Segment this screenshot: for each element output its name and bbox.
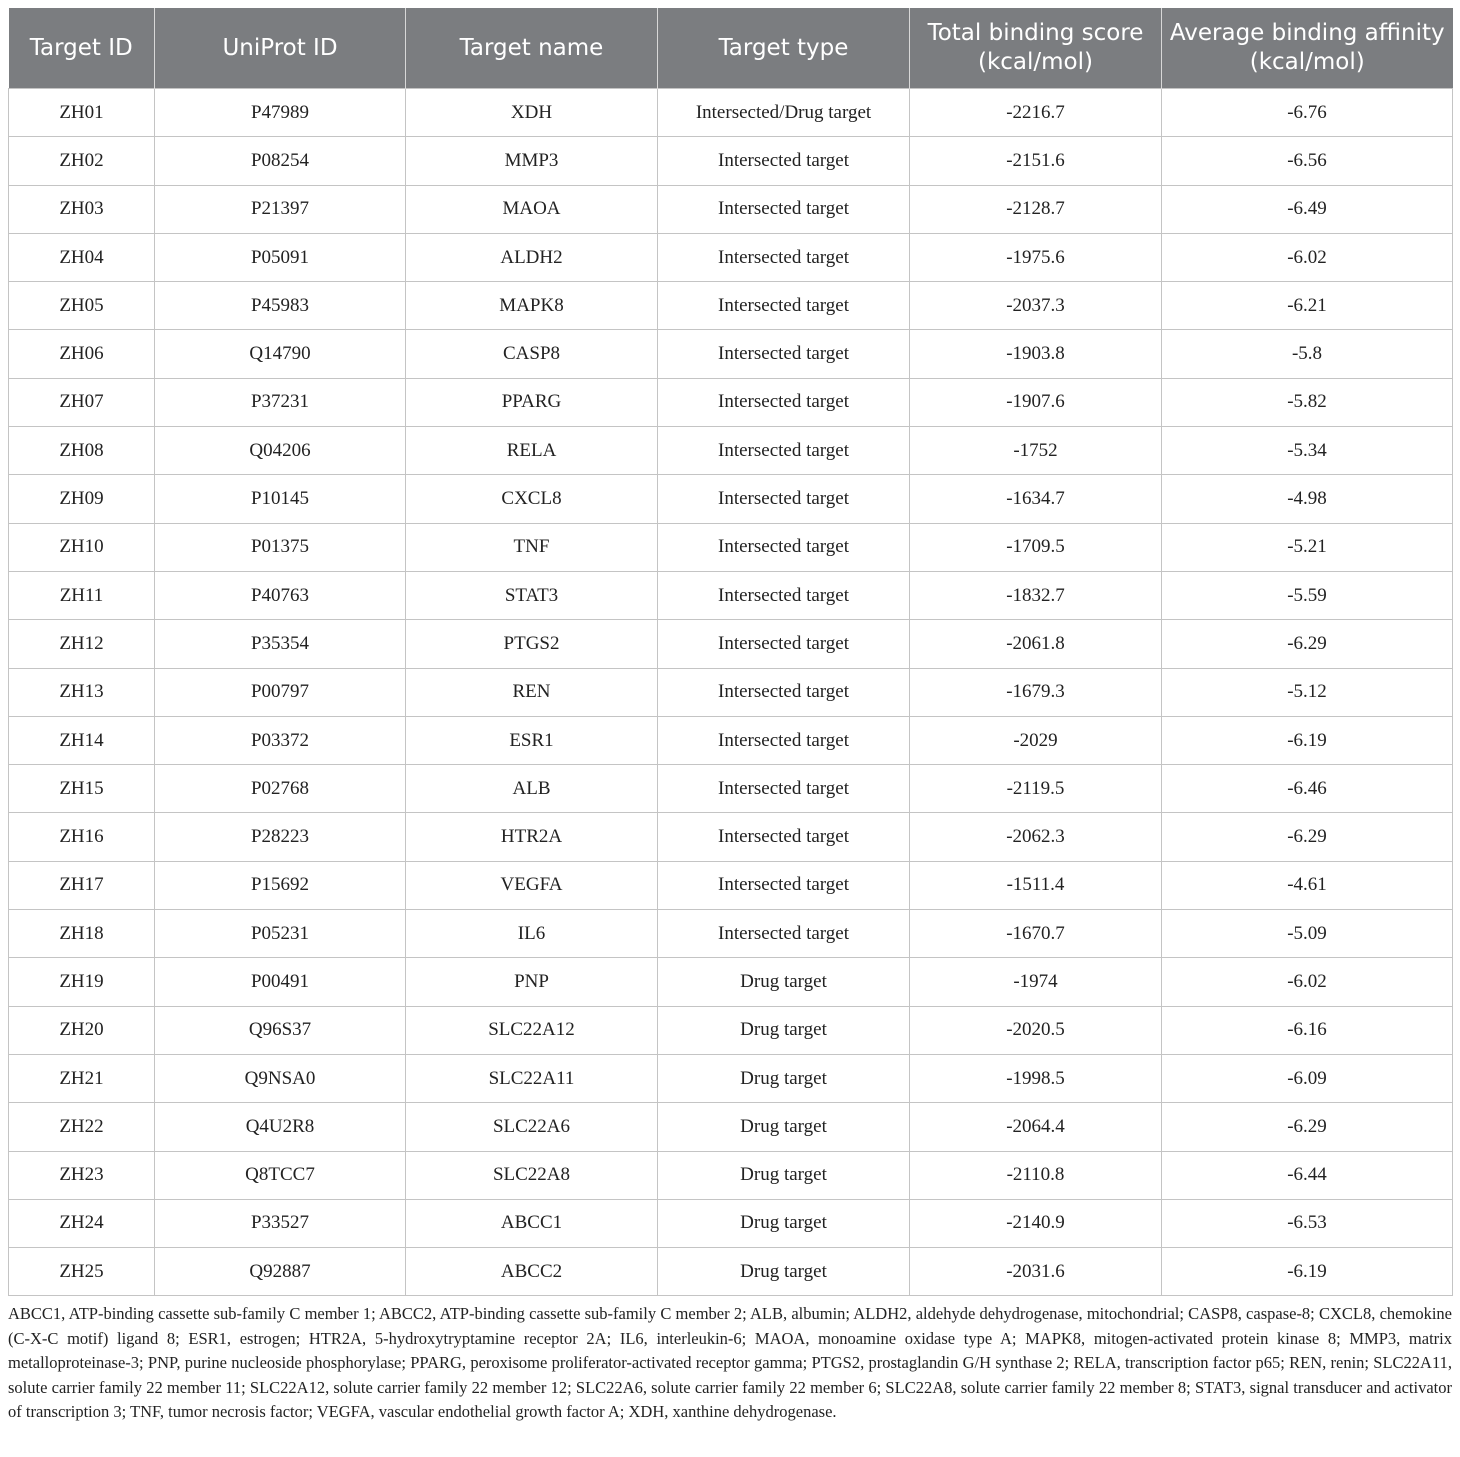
table-cell: P10145: [155, 475, 406, 523]
table-cell: ZH12: [9, 620, 155, 668]
table-cell: P15692: [155, 861, 406, 909]
table-cell: REN: [406, 668, 658, 716]
table-cell: ZH06: [9, 330, 155, 378]
table-cell: ZH16: [9, 813, 155, 861]
table-cell: Drug target: [658, 1006, 910, 1054]
table-cell: TNF: [406, 523, 658, 571]
table-cell: Intersected target: [658, 475, 910, 523]
table-cell: ZH03: [9, 185, 155, 233]
table-cell: -1998.5: [910, 1054, 1162, 1102]
table-row: [9, 1248, 1453, 1296]
table-cell: Q96S37: [155, 1006, 406, 1054]
table-cell: -2061.8: [910, 620, 1162, 668]
table-cell: PTGS2: [406, 620, 658, 668]
table-cell: -2140.9: [910, 1199, 1162, 1247]
table-cell: Drug target: [658, 958, 910, 1006]
table-cell: MAOA: [406, 185, 658, 233]
table-row: [9, 910, 1453, 958]
table-cell: -2062.3: [910, 813, 1162, 861]
table-row: [9, 1054, 1453, 1102]
table-cell: Intersected target: [658, 282, 910, 330]
table-cell: XDH: [406, 89, 658, 137]
table-cell: Intersected target: [658, 813, 910, 861]
column-header: Target ID: [9, 8, 155, 89]
table-cell: -6.16: [1162, 1006, 1453, 1054]
table-cell: -1679.3: [910, 668, 1162, 716]
table-cell: P33527: [155, 1199, 406, 1247]
column-header: Average binding affinity (kcal/mol): [1162, 8, 1453, 89]
table-cell: CXCL8: [406, 475, 658, 523]
table-cell: ALB: [406, 765, 658, 813]
table-cell: -6.46: [1162, 765, 1453, 813]
table-cell: Intersected target: [658, 910, 910, 958]
table-cell: -2064.4: [910, 1103, 1162, 1151]
table-body: [9, 89, 1453, 1296]
table-cell: Q14790: [155, 330, 406, 378]
table-header: [9, 8, 1453, 89]
table-cell: Q92887: [155, 1248, 406, 1296]
table-cell: ZH10: [9, 523, 155, 571]
table-cell: P02768: [155, 765, 406, 813]
table-cell: MAPK8: [406, 282, 658, 330]
table-cell: -5.12: [1162, 668, 1453, 716]
table-cell: -5.09: [1162, 910, 1453, 958]
table-cell: P00797: [155, 668, 406, 716]
table-cell: ZH24: [9, 1199, 155, 1247]
table-cell: -1709.5: [910, 523, 1162, 571]
table-cell: Intersected target: [658, 668, 910, 716]
table-cell: -1752: [910, 427, 1162, 475]
table-cell: -6.49: [1162, 185, 1453, 233]
table-row: [9, 137, 1453, 185]
table-row: [9, 571, 1453, 619]
table-cell: -6.76: [1162, 89, 1453, 137]
table-cell: -6.44: [1162, 1151, 1453, 1199]
table-cell: P01375: [155, 523, 406, 571]
table-cell: SLC22A8: [406, 1151, 658, 1199]
table-cell: ZH25: [9, 1248, 155, 1296]
table-cell: ZH19: [9, 958, 155, 1006]
table-cell: Q04206: [155, 427, 406, 475]
table-cell: STAT3: [406, 571, 658, 619]
table-row: [9, 475, 1453, 523]
table-footnote: ABCC1, ATP-binding cassette sub-family C member 1; ABCC2, ATP-binding cassette sub-family C member 2; ALB, albumin; ALDH2, aldehyde dehydrogenase, mitochondrial; CASP8, caspase-8; CXCL8, chemokine (C-X-C motif) ligand 8; ESR1, estrogen; HTR2A, 5-hydroxytryptamine receptor 2A; IL6, interleukin-6; MAOA, monoamine oxidase type A; MAPK8, mitogen-activated protein kinase 8; MMP3, matrix metalloproteinase-3; PNP, purine nucleoside phosphorylase; PPARG, peroxisome proliferator-activated receptor gamma; PTGS2, prostaglandin G/H synthase 2; RELA, transcription factor p65; REN, renin; SLC22A11, solute carrier family 22 member 11; SLC22A12, solute carrier family 22 member 12; SLC22A6, solute carrier family 22 member 6; SLC22A8, solute carrier family 22 member 8; STAT3, signal transducer and activator of transcription 3; TNF, tumor necrosis factor; VEGFA, vascular endothelial growth factor A; XDH, xanthine dehydrogenase.: [8, 1304, 1452, 1422]
table-cell: Intersected target: [658, 233, 910, 281]
table-cell: P21397: [155, 185, 406, 233]
table-cell: ZH08: [9, 427, 155, 475]
table-cell: P05091: [155, 233, 406, 281]
table-cell: -6.29: [1162, 813, 1453, 861]
table-cell: Intersected/Drug target: [658, 89, 910, 137]
table-cell: -1907.6: [910, 378, 1162, 426]
table-cell: ABCC2: [406, 1248, 658, 1296]
table-cell: P47989: [155, 89, 406, 137]
table-cell: -1634.7: [910, 475, 1162, 523]
table-cell: ZH21: [9, 1054, 155, 1102]
table-cell: Q4U2R8: [155, 1103, 406, 1151]
table-cell: -6.02: [1162, 233, 1453, 281]
table-cell: SLC22A11: [406, 1054, 658, 1102]
table-row: [9, 861, 1453, 909]
table-cell: HTR2A: [406, 813, 658, 861]
table-cell: -6.56: [1162, 137, 1453, 185]
table-cell: Drug target: [658, 1199, 910, 1247]
table-cell: -2216.7: [910, 89, 1162, 137]
table-cell: -5.34: [1162, 427, 1453, 475]
table-cell: P08254: [155, 137, 406, 185]
table-cell: -2110.8: [910, 1151, 1162, 1199]
table-cell: ESR1: [406, 716, 658, 764]
table-cell: P40763: [155, 571, 406, 619]
table-row: [9, 668, 1453, 716]
table-cell: -5.59: [1162, 571, 1453, 619]
table-cell: ZH13: [9, 668, 155, 716]
column-header: Total binding score (kcal/mol): [910, 8, 1162, 89]
header-row: [9, 8, 1453, 89]
table-cell: -6.19: [1162, 716, 1453, 764]
binding-table: [8, 8, 1453, 1296]
table-cell: Intersected target: [658, 861, 910, 909]
table-row: [9, 765, 1453, 813]
table-row: [9, 1103, 1453, 1151]
table-cell: Intersected target: [658, 765, 910, 813]
table-cell: Q9NSA0: [155, 1054, 406, 1102]
table-cell: -1903.8: [910, 330, 1162, 378]
table-cell: Intersected target: [658, 185, 910, 233]
table-row: [9, 813, 1453, 861]
table-cell: IL6: [406, 910, 658, 958]
table-cell: Intersected target: [658, 330, 910, 378]
table-cell: -4.98: [1162, 475, 1453, 523]
table-cell: ZH14: [9, 716, 155, 764]
table-cell: P05231: [155, 910, 406, 958]
table-cell: ZH05: [9, 282, 155, 330]
table-cell: ZH07: [9, 378, 155, 426]
table-cell: Intersected target: [658, 620, 910, 668]
table-row: [9, 185, 1453, 233]
table-cell: -6.09: [1162, 1054, 1453, 1102]
column-header: Target type: [658, 8, 910, 89]
table-row: [9, 1199, 1453, 1247]
table-row: [9, 427, 1453, 475]
table-cell: -6.02: [1162, 958, 1453, 1006]
table-cell: Q8TCC7: [155, 1151, 406, 1199]
table-cell: ZH01: [9, 89, 155, 137]
table-cell: -6.19: [1162, 1248, 1453, 1296]
table-cell: P03372: [155, 716, 406, 764]
table-cell: -6.21: [1162, 282, 1453, 330]
table-cell: -2037.3: [910, 282, 1162, 330]
table-cell: Intersected target: [658, 523, 910, 571]
table-cell: -1974: [910, 958, 1162, 1006]
table-cell: -1511.4: [910, 861, 1162, 909]
table-cell: SLC22A12: [406, 1006, 658, 1054]
table-cell: MMP3: [406, 137, 658, 185]
table-cell: Drug target: [658, 1054, 910, 1102]
table-cell: -6.29: [1162, 1103, 1453, 1151]
table-cell: -1832.7: [910, 571, 1162, 619]
table-cell: P35354: [155, 620, 406, 668]
table-cell: -2151.6: [910, 137, 1162, 185]
table-cell: -5.21: [1162, 523, 1453, 571]
table-cell: -1975.6: [910, 233, 1162, 281]
table-cell: PNP: [406, 958, 658, 1006]
table-cell: -5.8: [1162, 330, 1453, 378]
table-row: [9, 378, 1453, 426]
table-cell: -2020.5: [910, 1006, 1162, 1054]
table-cell: Intersected target: [658, 378, 910, 426]
table-cell: -6.53: [1162, 1199, 1453, 1247]
table-cell: -2119.5: [910, 765, 1162, 813]
table-cell: ZH04: [9, 233, 155, 281]
table-row: [9, 233, 1453, 281]
table-row: [9, 958, 1453, 1006]
table-cell: -4.61: [1162, 861, 1453, 909]
table-cell: PPARG: [406, 378, 658, 426]
column-header: UniProt ID: [155, 8, 406, 89]
table-cell: ZH22: [9, 1103, 155, 1151]
table-cell: CASP8: [406, 330, 658, 378]
table-cell: ZH11: [9, 571, 155, 619]
table-cell: RELA: [406, 427, 658, 475]
table-cell: P28223: [155, 813, 406, 861]
table-cell: -2128.7: [910, 185, 1162, 233]
table-cell: ZH17: [9, 861, 155, 909]
table-cell: ZH20: [9, 1006, 155, 1054]
table-cell: ZH02: [9, 137, 155, 185]
table-cell: P37231: [155, 378, 406, 426]
table-cell: -2031.6: [910, 1248, 1162, 1296]
table-cell: Drug target: [658, 1103, 910, 1151]
table-row: [9, 1006, 1453, 1054]
table-row: [9, 282, 1453, 330]
table-row: [9, 1151, 1453, 1199]
table-cell: -2029: [910, 716, 1162, 764]
table-cell: ZH09: [9, 475, 155, 523]
table-cell: SLC22A6: [406, 1103, 658, 1151]
table-cell: P00491: [155, 958, 406, 1006]
table-cell: Drug target: [658, 1248, 910, 1296]
table-cell: -5.82: [1162, 378, 1453, 426]
table-cell: Drug target: [658, 1151, 910, 1199]
table-row: [9, 523, 1453, 571]
table-cell: VEGFA: [406, 861, 658, 909]
table-cell: ZH18: [9, 910, 155, 958]
table-row: [9, 89, 1453, 137]
table-cell: ABCC1: [406, 1199, 658, 1247]
table-cell: Intersected target: [658, 571, 910, 619]
table-cell: Intersected target: [658, 137, 910, 185]
table-cell: ZH23: [9, 1151, 155, 1199]
table-row: [9, 330, 1453, 378]
table-row: [9, 620, 1453, 668]
table-cell: -6.29: [1162, 620, 1453, 668]
table-cell: Intersected target: [658, 427, 910, 475]
column-header: Target name: [406, 8, 658, 89]
table-container: [8, 8, 1452, 1425]
table-cell: -1670.7: [910, 910, 1162, 958]
table-row: [9, 716, 1453, 764]
table-cell: P45983: [155, 282, 406, 330]
table-cell: Intersected target: [658, 716, 910, 764]
table-cell: ALDH2: [406, 233, 658, 281]
table-cell: ZH15: [9, 765, 155, 813]
